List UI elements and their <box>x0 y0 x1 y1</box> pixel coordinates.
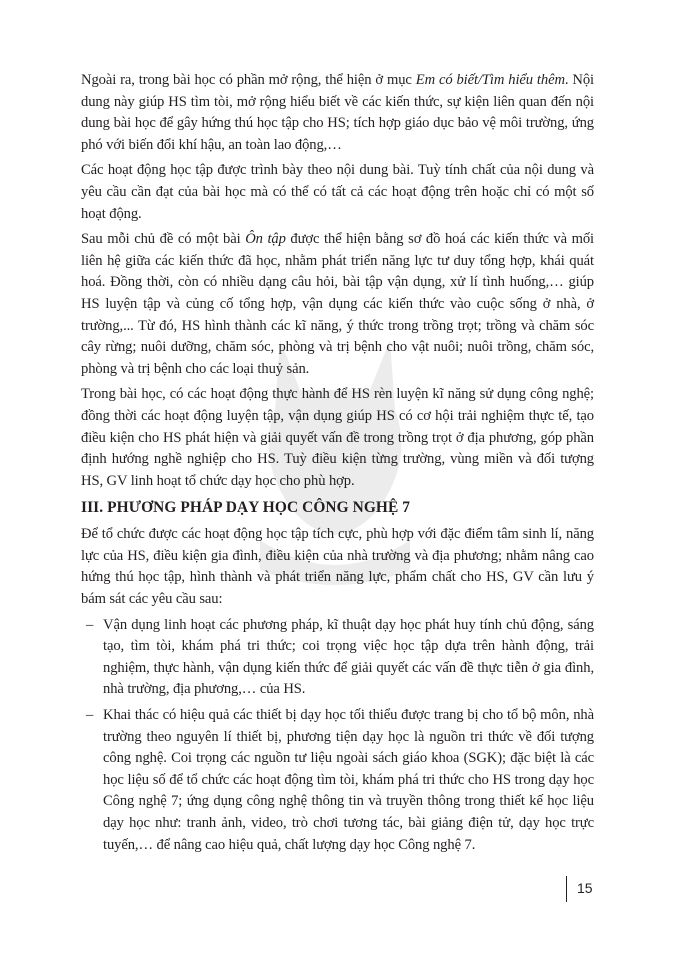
paragraph-emphasis: Ôn tập <box>245 231 286 248</box>
paragraph-text: Trong bài học, có các hoạt động thực hành để HS rèn luyện kĩ năng sử dụng công nghệ; đồng thời các hoạt động luyện tập, vận dụng giúp HS có cơ hội trải nghiệm thực tế, tạo điều kiện cho HS phát hiện và giải quyết vấn đề trong trồng trọt ở địa phương, góp phần định hướng nghề nghiệp cho HS. Tuỳ điều kiện từng trường, vùng miền và đối tượng HS, GV linh hoạt tổ chức dạy học cho phù hợp. <box>81 386 594 489</box>
footer-divider <box>566 876 567 902</box>
list-item <box>81 705 594 856</box>
requirements-list <box>81 615 594 857</box>
paragraph-text: Các hoạt động học tập được trình bày theo nội dung bài. Tuỳ tính chất của nội dung và yêu cầu cần đạt của bài học mà có thể có tất cả các hoạt động trên hoặc chỉ có một số hoạt động. <box>81 162 594 222</box>
page-number: 15 <box>577 880 593 896</box>
section-lead-paragraph: Để tổ chức được các hoạt động học tập tích cực, phù hợp với đặc điểm tâm sinh lí, năng lực của HS, điều kiện gia đình, điều kiện của nhà trường và địa phương; nhằm nâng cao hứng thú học tập, hình thành và phát triển năng lực, phẩm chất cho HS, GV cần lưu ý bám sát các yêu cầu sau: <box>81 526 594 608</box>
list-item-text: Khai thác có hiệu quả các thiết bị dạy học tối thiểu được trang bị cho tổ bộ môn, nhà trường theo nguyên lí thiết bị, phương tiện dạy học là nguồn tri thức về đối tượng công nghệ. Coi trọng các nguồn tư liệu ngoài sách giáo khoa (SGK); đặc biệt là các học liệu số để tổ chức các hoạt động tìm tòi, khám phá tri thức cho HS trong dạy học Công nghệ 7; ứng dụng công nghệ thông tin và truyền thông trong thiết kế học liệu dạy học như: tranh ảnh, video, trò chơi tương tác, bài giảng điện tử, dạy học trực tuyến,… để nâng cao hiệu quả, chất lượng dạy học Công nghệ 7. <box>103 707 594 853</box>
page-body <box>81 70 594 860</box>
intro-paragraph-1 <box>81 70 594 156</box>
list-item <box>81 615 594 701</box>
intro-paragraph-2 <box>81 160 594 225</box>
section-heading: III. PHƯƠNG PHÁP DẠY HỌC CÔNG NGHỆ 7 <box>81 499 411 517</box>
dash-bullet-icon: – <box>86 616 94 633</box>
paragraph-text: . Nội dung này giúp HS tìm tòi, mở rộng hiểu biết về các kiến thức, sự kiện liên quan đến nội dung bài học để gây hứng thú học tập cho HS; tích hợp giáo dục bảo vệ môi trường, ứng phó với biến đổi khí hậu, an toàn lao động,… <box>81 72 594 153</box>
intro-paragraph-4 <box>81 384 594 492</box>
paragraph-text: Ngoài ra, trong bài học có phần mở rộng, thể hiện ở mục <box>81 72 416 88</box>
dash-bullet-icon: – <box>86 707 94 724</box>
paragraph-text: Sau mỗi chủ đề có một bài <box>81 231 246 248</box>
list-item-text: Vận dụng linh hoạt các phương pháp, kĩ thuật dạy học phát huy tính chủ động, sáng tạo, tìm tòi, khám phá tri thức; coi trọng việc học tập dựa trên hành động, trải nghiệm, thực hành, vận dụng kiến thức để giải quyết các vấn đề thực tiễn ở gia đình, nhà trường, địa phương,… của HS. <box>103 616 594 698</box>
intro-paragraph-3 <box>81 229 594 380</box>
paragraph-text: được thể hiện bằng sơ đồ hoá các kiến thức và mối liên hệ giữa các kiến thức đã học, nhằm phát triển năng lực tư duy tổng hợp, khái quát hoá. Đồng thời, còn có nhiều dạng câu hỏi, bài tập vận dụng, xử lí tình huống,… giúp HS luyện tập và củng cố tổng hợp, vận dụng các kiến thức vào cuộc sống ở nhà, ở trường,... Từ đó, HS hình thành các kĩ năng, ý thức trong trồng trọt; trồng và chăm sóc cây rừng; nuôi dưỡng, chăm sóc, phòng và trị bệnh cho vật nuôi; nuôi trồng, chăm sóc, phòng và trị bệnh cho các loại thuỷ sản. <box>81 231 594 377</box>
paragraph-emphasis: Em có biết/Tìm hiểu thêm <box>415 72 565 88</box>
